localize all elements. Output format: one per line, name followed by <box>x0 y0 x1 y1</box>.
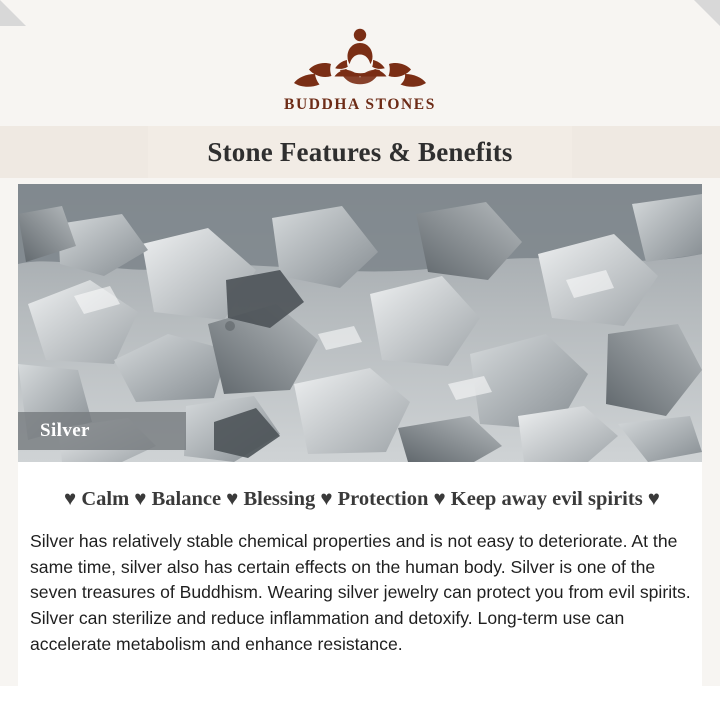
page-title: Stone Features & Benefits <box>207 136 513 167</box>
brand-name: BUDDHA STONES <box>284 96 436 113</box>
brand-header <box>0 0 720 120</box>
hero-image <box>18 184 702 462</box>
section-title-band <box>0 126 720 178</box>
footer-spacer <box>0 686 720 720</box>
lotus-meditation-icon <box>285 22 435 94</box>
stone-description: Silver has relatively stable chemical properties and is not easy to deteriorate. At the same time, silver also has certain effects on the human body. Silver is one of the seven treasures of Buddhism. Wearing silver jewelry can protect you from evil spirits. Silver can sterilize and reduce inflammation and detoxify. Long-term use can accelerate metabolism and enhance resistance. <box>30 531 691 654</box>
benefit-keywords: ♥ Calm ♥ Balance ♥ Blessing ♥ Protection ♥ Keep away evil spirits ♥ <box>64 488 660 510</box>
stone-name-caption: Silver <box>18 412 186 450</box>
benefits-content <box>18 462 702 690</box>
